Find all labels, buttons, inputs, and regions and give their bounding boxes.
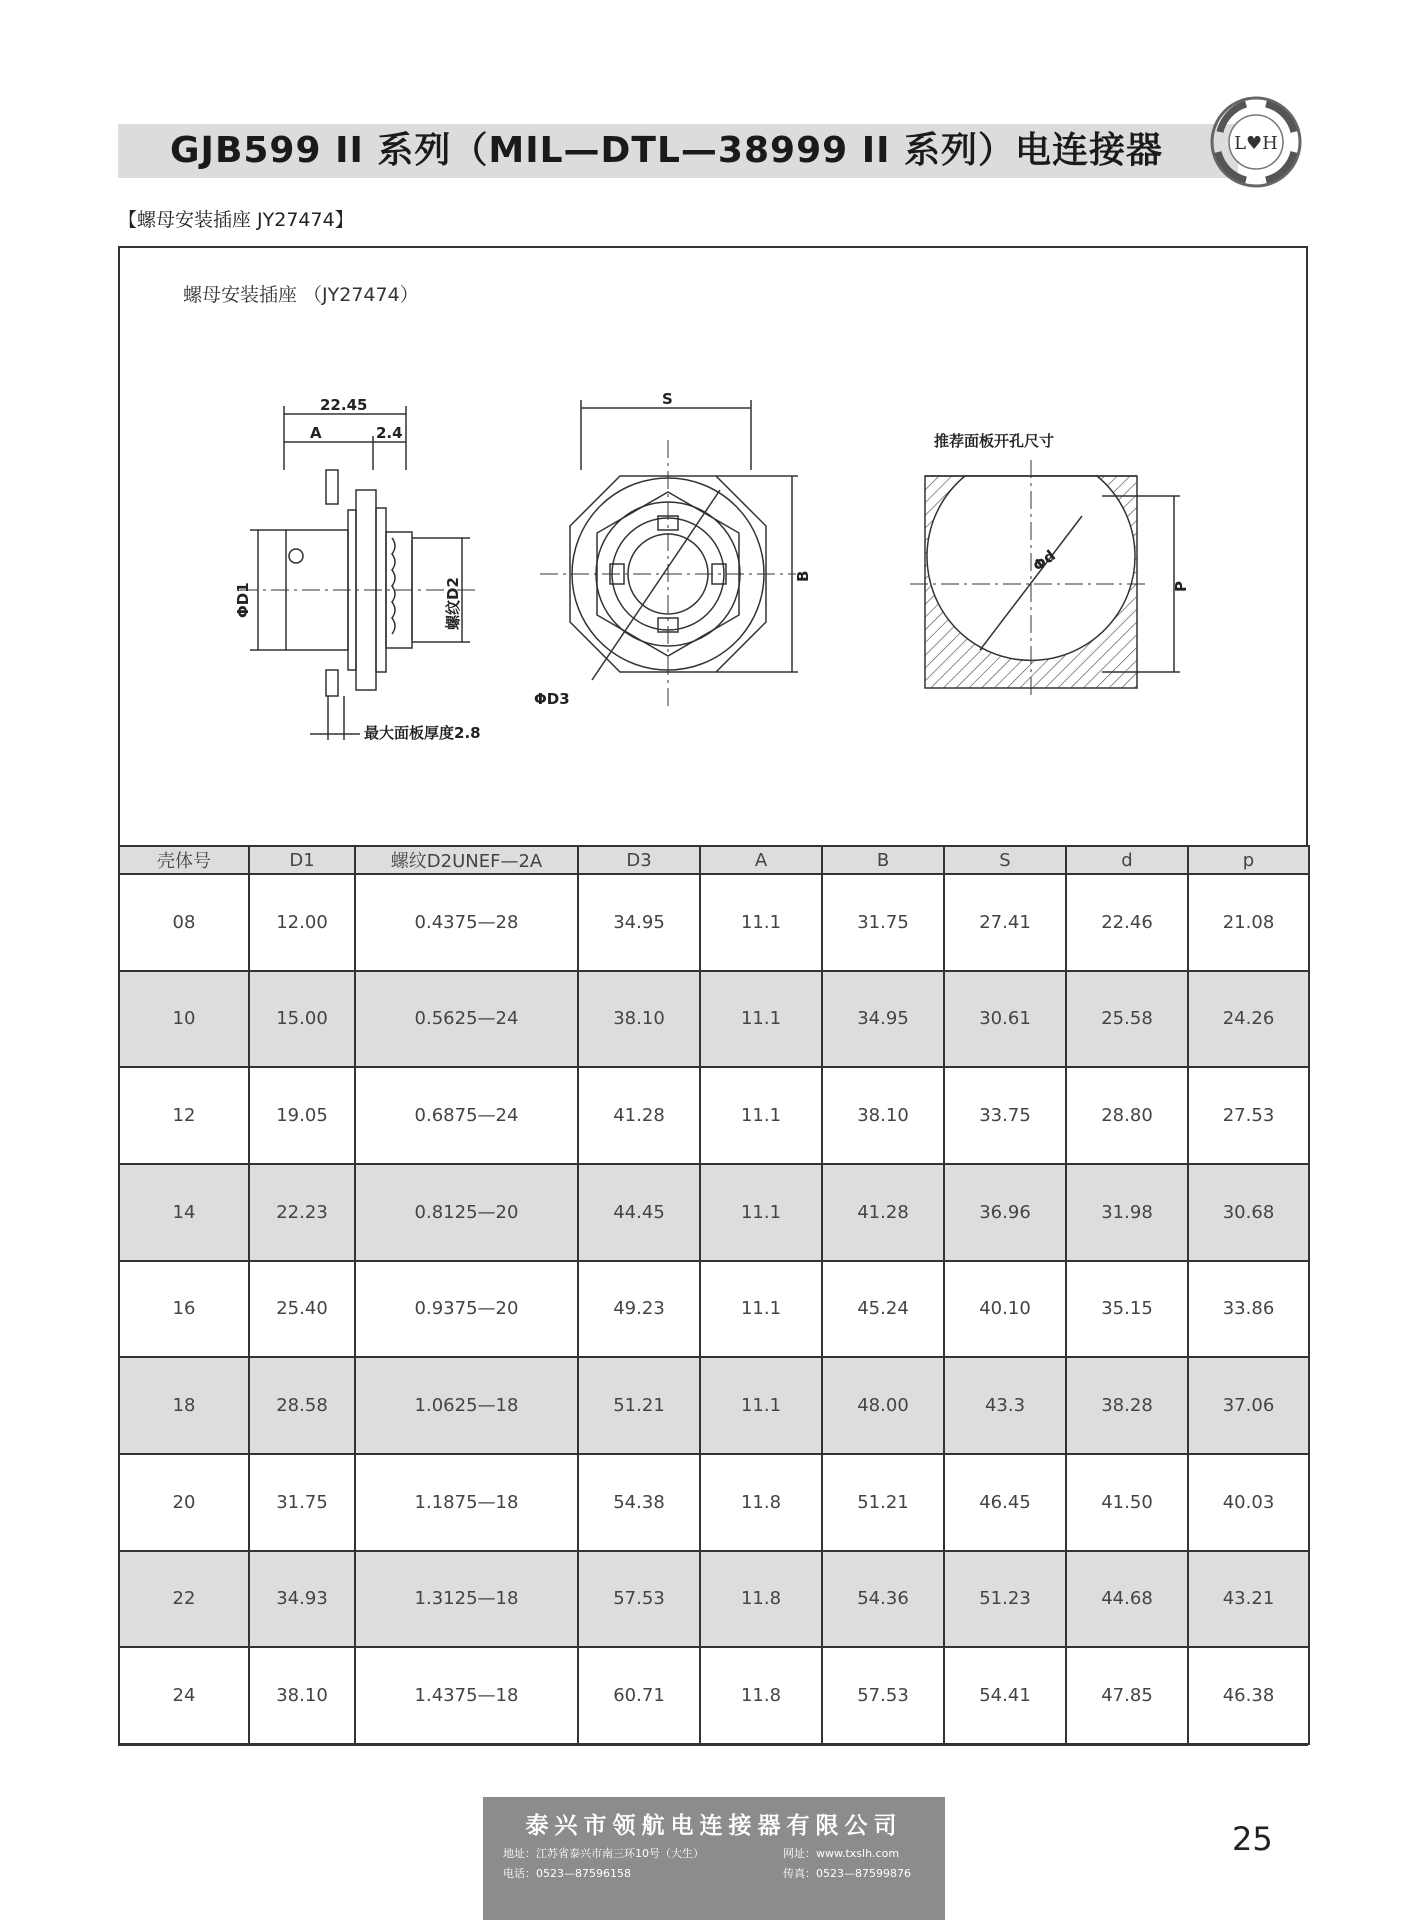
table-cell: 38.10 xyxy=(578,971,700,1068)
table-cell: 25.58 xyxy=(1066,971,1188,1068)
table-header-row xyxy=(119,846,1309,874)
table-cell: 30.61 xyxy=(944,971,1066,1068)
table-cell: 35.15 xyxy=(1066,1261,1188,1358)
table-row xyxy=(119,1067,1309,1164)
table-cell: 11.1 xyxy=(700,971,822,1068)
page-title: GJB599 II 系列（MIL—DTL—38999 II 系列）电连接器 xyxy=(170,130,1164,171)
table-cell: 1.1875—18 xyxy=(355,1454,578,1551)
table-cell: 41.28 xyxy=(578,1067,700,1164)
table-cell: 08 xyxy=(119,874,249,971)
header-cell: D3 xyxy=(578,846,700,874)
table-cell: 21.08 xyxy=(1188,874,1309,971)
footer-fax: 传真：0523—87599876 xyxy=(783,1867,911,1880)
header-cell: A xyxy=(700,846,822,874)
table-cell: 49.23 xyxy=(578,1261,700,1358)
table-row xyxy=(119,1454,1309,1551)
table-cell: 54.36 xyxy=(822,1551,944,1648)
header-cell: p xyxy=(1188,846,1309,874)
table-cell: 11.1 xyxy=(700,1261,822,1358)
dim-flange-label: 2.4 xyxy=(376,424,403,442)
table-cell: 0.6875—24 xyxy=(355,1067,578,1164)
header-cell: B xyxy=(822,846,944,874)
table-cell: 11.8 xyxy=(700,1551,822,1648)
spec-table xyxy=(118,845,1310,1745)
table-cell: 33.75 xyxy=(944,1067,1066,1164)
table-cell: 38.10 xyxy=(822,1067,944,1164)
table-cell: 12 xyxy=(119,1067,249,1164)
table-cell: 43.21 xyxy=(1188,1551,1309,1648)
table-row xyxy=(119,874,1309,971)
table-cell: 51.23 xyxy=(944,1551,1066,1648)
table-cell: 51.21 xyxy=(822,1454,944,1551)
table-cell: 19.05 xyxy=(249,1067,355,1164)
table-cell: 46.38 xyxy=(1188,1647,1309,1744)
table-cell: 11.1 xyxy=(700,1067,822,1164)
table-row xyxy=(119,1261,1309,1358)
table-cell: 33.86 xyxy=(1188,1261,1309,1358)
table-cell: 44.45 xyxy=(578,1164,700,1261)
front-view xyxy=(540,400,798,708)
dim-total-label: 22.45 xyxy=(320,396,368,414)
footer-box xyxy=(483,1797,945,1920)
table-cell: 37.06 xyxy=(1188,1357,1309,1454)
table-cell: 28.58 xyxy=(249,1357,355,1454)
drawing-caption: 螺母安装插座 （JY27474） xyxy=(183,284,419,306)
table-cell: 11.1 xyxy=(700,1164,822,1261)
table-cell: 43.3 xyxy=(944,1357,1066,1454)
table-cell: 20 xyxy=(119,1454,249,1551)
dim-b-label: B xyxy=(794,570,812,582)
table-cell: 10 xyxy=(119,971,249,1068)
dim-d3-label: ΦD3 xyxy=(534,690,570,708)
table-cell: 11.1 xyxy=(700,1357,822,1454)
table-cell: 28.80 xyxy=(1066,1067,1188,1164)
footer-company: 泰兴市领航电连接器有限公司 xyxy=(525,1812,903,1839)
table-cell: 0.4375—28 xyxy=(355,874,578,971)
table-cell: 1.3125—18 xyxy=(355,1551,578,1648)
table-cell: 1.0625—18 xyxy=(355,1357,578,1454)
table-cell: 22.46 xyxy=(1066,874,1188,971)
table-cell: 54.41 xyxy=(944,1647,1066,1744)
table-cell: 22 xyxy=(119,1551,249,1648)
table-cell: 48.00 xyxy=(822,1357,944,1454)
dim-s-label: S xyxy=(662,390,673,408)
table-cell: 57.53 xyxy=(578,1551,700,1648)
table-cell: 15.00 xyxy=(249,971,355,1068)
footer-phone: 电话：0523—87596158 xyxy=(503,1867,631,1880)
table-cell: 41.28 xyxy=(822,1164,944,1261)
table-cell: 11.1 xyxy=(700,874,822,971)
header-cell: 壳体号 xyxy=(119,846,249,874)
table-cell: 47.85 xyxy=(1066,1647,1188,1744)
table-cell: 11.8 xyxy=(700,1454,822,1551)
table-cell: 34.93 xyxy=(249,1551,355,1648)
table-cell: 22.23 xyxy=(249,1164,355,1261)
section-label: 【螺母安装插座 JY27474】 xyxy=(118,209,354,231)
table-cell: 60.71 xyxy=(578,1647,700,1744)
table-cell: 38.28 xyxy=(1066,1357,1188,1454)
table-cell: 51.21 xyxy=(578,1357,700,1454)
table-row xyxy=(119,1551,1309,1648)
table-cell: 12.00 xyxy=(249,874,355,971)
table-cell: 11.8 xyxy=(700,1647,822,1744)
table-cell: 36.96 xyxy=(944,1164,1066,1261)
dim-a-label: A xyxy=(310,424,322,442)
table-cell: 54.38 xyxy=(578,1454,700,1551)
table-cell: 34.95 xyxy=(578,874,700,971)
header-cell: d xyxy=(1066,846,1188,874)
footer-website: 网址：www.txslh.com xyxy=(783,1847,900,1860)
dim-d1-label: ΦD1 xyxy=(234,582,252,618)
table-cell: 0.8125—20 xyxy=(355,1164,578,1261)
table-cell: 44.68 xyxy=(1066,1551,1188,1648)
header-cell: S xyxy=(944,846,1066,874)
table-cell: 16 xyxy=(119,1261,249,1358)
table-cell: 38.10 xyxy=(249,1647,355,1744)
table-cell: 24.26 xyxy=(1188,971,1309,1068)
table-body xyxy=(119,874,1309,1744)
header-cell: 螺纹D2UNEF—2A xyxy=(355,846,578,874)
table-cell: 46.45 xyxy=(944,1454,1066,1551)
dim-d2-label: 螺纹D2 xyxy=(444,577,462,630)
table-cell: 41.50 xyxy=(1066,1454,1188,1551)
table-cell: 34.95 xyxy=(822,971,944,1068)
table-row xyxy=(119,1647,1309,1744)
table-cell: 18 xyxy=(119,1357,249,1454)
panel-thickness-note: 最大面板厚度2.8 xyxy=(364,724,481,742)
panel-cutout xyxy=(910,460,1180,700)
table-cell: 0.5625—24 xyxy=(355,971,578,1068)
side-view xyxy=(120,340,480,740)
company-logo xyxy=(1206,92,1306,192)
technical-drawing xyxy=(120,340,1306,840)
table-cell: 45.24 xyxy=(822,1261,944,1358)
table-cell: 14 xyxy=(119,1164,249,1261)
table-row xyxy=(119,1164,1309,1261)
cutout-title: 推荐面板开孔尺寸 xyxy=(934,432,1055,450)
table-row xyxy=(119,1357,1309,1454)
table-cell: 27.53 xyxy=(1188,1067,1309,1164)
table-cell: 40.10 xyxy=(944,1261,1066,1358)
table-cell: 25.40 xyxy=(249,1261,355,1358)
table-cell: 0.9375—20 xyxy=(355,1261,578,1358)
table-cell: 30.68 xyxy=(1188,1164,1309,1261)
table-cell: 40.03 xyxy=(1188,1454,1309,1551)
table-cell: 27.41 xyxy=(944,874,1066,971)
footer-address: 地址：江苏省泰兴市南三环10号（大生） xyxy=(503,1847,704,1860)
table-cell: 31.75 xyxy=(822,874,944,971)
dim-d-label: Φd xyxy=(1029,546,1059,576)
table-cell: 24 xyxy=(119,1647,249,1744)
table-cell: 1.4375—18 xyxy=(355,1647,578,1744)
header-cell: D1 xyxy=(249,846,355,874)
page-number: 25 xyxy=(1232,1820,1273,1858)
svg-text:L♥H: L♥H xyxy=(1234,133,1278,154)
dim-p-label: P xyxy=(1172,581,1190,592)
table-cell: 31.98 xyxy=(1066,1164,1188,1261)
table-cell: 57.53 xyxy=(822,1647,944,1744)
table-cell: 31.75 xyxy=(249,1454,355,1551)
table-row xyxy=(119,971,1309,1068)
